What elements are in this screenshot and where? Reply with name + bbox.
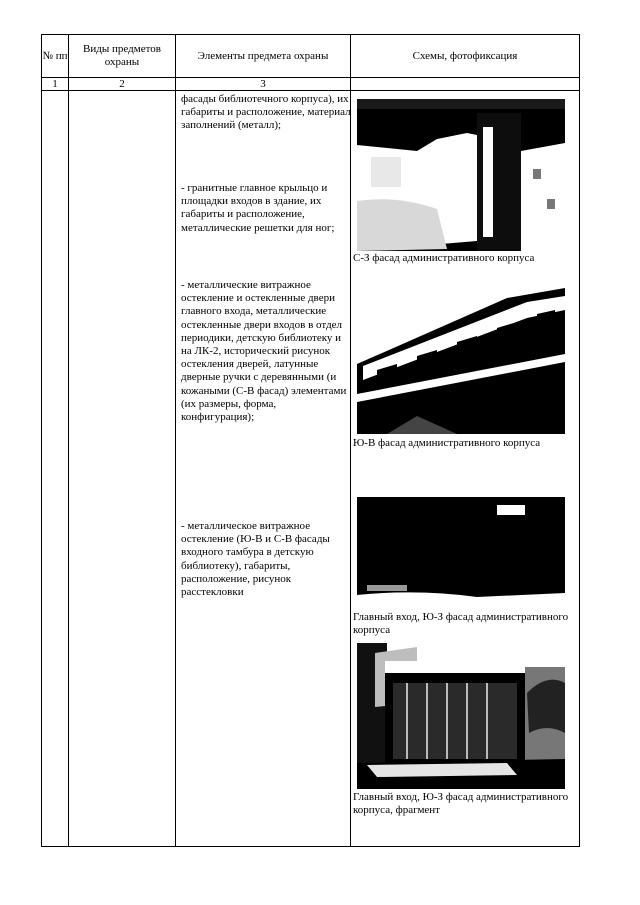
photo-caption: С-З фасад административного корпуса — [353, 252, 535, 264]
photo-main-entrance-fragment — [357, 643, 565, 789]
element-paragraph: - металлические витражное остекление и остекленные двери главного входа, металлические остекленные двери входов в отдел периодики, детскую библиотеку и на ЛК-2, исторический рисунок остекления дверей, латунные дверные ручки с деревянными (и кожаными (С-В фасад) элементами (их размеры, форма, конфигурация); — [181, 279, 347, 424]
element-paragraph: - гранитные главное крыльцо и площадки входов в здание, их габариты и расположение, металлические решетки для ног; — [181, 182, 335, 234]
column-number-3: 3 — [260, 77, 266, 90]
column-number-2: 2 — [119, 77, 125, 90]
element-paragraph: фасады библиотечного корпуса), их габариты и расположение, материал заполнений (металл); — [181, 93, 351, 132]
photo-caption: Ю-В фасад административного корпуса — [353, 437, 541, 449]
photo-se-facade — [357, 284, 565, 434]
photo-caption: Главный вход, Ю-З фасад административного корпуса, фрагмент — [353, 791, 569, 816]
header-number: № пп — [42, 49, 68, 62]
column-divider — [175, 34, 176, 847]
column-divider — [68, 34, 69, 847]
column-divider — [350, 34, 351, 847]
header-protection-elements: Элементы предмета охраны — [197, 49, 329, 62]
column-number-1: 1 — [52, 77, 58, 90]
photo-caption: Главный вход, Ю-З фасад административного корпуса — [353, 611, 569, 636]
photo-main-entrance — [357, 485, 565, 609]
table-border-right — [579, 34, 580, 847]
header-protection-types: Виды предметов охраны — [83, 43, 161, 68]
header-schemes-photos: Схемы, фотофиксация — [412, 49, 518, 62]
protection-table — [41, 34, 580, 847]
element-text-granite-porch — [181, 182, 351, 235]
element-text-vestibule-glazing — [181, 520, 351, 599]
element-text-glazing-doors — [181, 279, 351, 424]
photo-nw-facade — [357, 99, 565, 251]
table-border-bottom — [41, 846, 580, 847]
table-border-left — [41, 34, 42, 847]
element-text-facades — [181, 93, 351, 133]
element-paragraph: - металлическое витражное остекление (Ю-В и С-В фасады входного тамбура в детскую библиотеку), габариты, расположение, рисунок расстекловки — [181, 520, 330, 599]
